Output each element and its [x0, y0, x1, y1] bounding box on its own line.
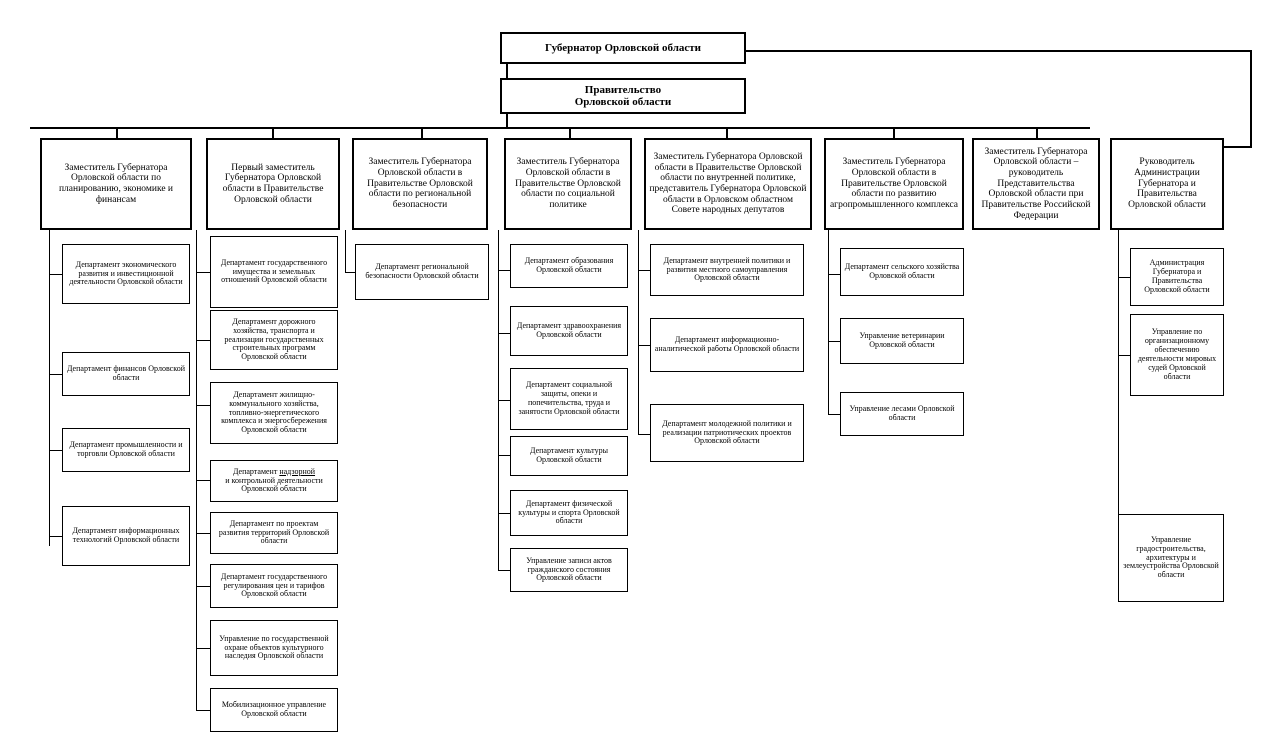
connector-col4-child3 [498, 400, 510, 401]
connector-col6-child2 [828, 341, 840, 342]
node-c6-veterinary[interactable] [840, 318, 964, 364]
connector-col1-child2 [49, 374, 62, 375]
node-c4-child1-label: Департамент образования Орловской области [524, 256, 614, 274]
connector-col8-child2 [1118, 355, 1130, 356]
connector-bus-col1 [116, 127, 118, 138]
node-deputy-5-label: Заместитель Губернатора Орловской области в Правительстве Орловской области по внутренней политике, представитель Губернатора Орловской области в Орловском областном Совете народных депутатов [649, 152, 807, 216]
connector-col2-child7 [196, 648, 210, 649]
connector-col2-child6 [196, 586, 210, 587]
node-c2-child5-label: Департамент по проектам развития территорий Орловской области [218, 518, 330, 546]
connector-deputies-bus [30, 127, 1090, 129]
node-government-label: Правительство Орловской области [574, 83, 672, 108]
node-c8-child1-label: Администрация Губернатора и Правительства Орловской области [1144, 258, 1210, 294]
node-c2-territory-projects[interactable] [210, 512, 338, 554]
connector-col4-child4 [498, 455, 510, 456]
node-c2-child7-label: Управление по государственной охране объектов культурного наследия Орловской области [219, 633, 329, 661]
node-c4-child3-label: Департамент социальной защиты, опеки и попечительства, труда и занятости Орловской области [518, 380, 620, 416]
node-c8-justices-support[interactable] [1130, 314, 1224, 396]
node-deputy-4-label: Заместитель Губернатора Орловской области в Правительстве Орловской области по социальной политике [515, 157, 621, 210]
connector-col4-child6 [498, 570, 510, 571]
connector-col2-child5 [196, 533, 210, 534]
node-c2-child1-label: Департамент государственного имущества и земельных отношений Орловской области [220, 257, 328, 285]
connector-col2-child4 [196, 480, 210, 481]
connector-col5-child1 [638, 270, 650, 271]
connector-col2-spine [196, 230, 197, 710]
connector-col4-child1 [498, 270, 510, 271]
node-c2-road-transport[interactable] [210, 310, 338, 370]
connector-bus-col6 [893, 127, 895, 138]
node-c5-child2-label: Департамент информационно-аналитической работы Орловской области [654, 335, 800, 353]
connector-col8-spine [1118, 230, 1119, 558]
connector-gov-right-bus [745, 50, 1252, 52]
connector-bus-left-cap [30, 127, 32, 129]
node-c4-education[interactable] [510, 244, 628, 288]
node-deputy-6-label: Заместитель Губернатора Орловской области в Правительстве Орловской области по развитию агропромышленного комплекса [829, 157, 959, 210]
connector-bus-col2 [272, 127, 274, 138]
node-c1-child1-label: Департамент экономического развития и инвестиционной деятельности Орловской области [69, 259, 183, 287]
node-deputy-planning-economy-finance[interactable] [40, 138, 192, 230]
connector-col2-child1 [196, 272, 210, 273]
node-c6-agriculture[interactable] [840, 248, 964, 296]
node-c8-child2-label: Управление по организационному обеспечению деятельности мировых судей Орловской области [1137, 327, 1217, 381]
node-deputy-3-label: Заместитель Губернатора Орловской области в Правительстве Орловской области по региональной безопасности [367, 157, 473, 210]
connector-col6-child3 [828, 414, 840, 415]
connector-col2-child3 [196, 405, 210, 406]
connector-col4-child5 [498, 513, 510, 514]
connector-bus-col3 [421, 127, 423, 138]
connector-col3-child1 [345, 272, 355, 273]
node-c1-finance[interactable] [62, 352, 190, 396]
node-first-deputy-governor[interactable] [206, 138, 340, 230]
node-c1-information-technology[interactable] [62, 506, 190, 566]
node-head-of-administration[interactable] [1110, 138, 1224, 230]
node-deputy-2-label: Первый заместитель Губернатора Орловской области в Правительстве Орловской области [222, 162, 324, 205]
node-c2-child8-label: Мобилизационное управление Орловской области [221, 700, 327, 718]
node-c6-child2-label: Управление ветеринарии Орловской области [859, 331, 945, 349]
node-c6-child3-label: Управление лесами Орловской области [849, 404, 955, 422]
node-c4-child5-label: Департамент физической культуры и спорта Орловской области [518, 498, 620, 526]
connector-col6-spine [828, 230, 829, 414]
node-c1-child4-label: Департамент информационных технологий Орловской области [72, 526, 180, 544]
node-deputy-1-label: Заместитель Губернатора Орловской области по планированию, экономике и финансам [58, 162, 174, 205]
node-c2-child2-label: Департамент дорожного хозяйства, транспорта и реализации государственных строительных программ Орловской области [224, 316, 324, 362]
node-deputy-representation-rf[interactable] [972, 138, 1100, 230]
node-c2-state-property[interactable] [210, 236, 338, 308]
node-deputy-8-label: Руководитель Администрации Губернатора и Правительства Орловской области [1128, 157, 1206, 210]
node-c2-child3-label: Департамент жилищно-коммунального хозяйства, топливно-энергетического комплекса и энергосбережения Орловской области [221, 389, 327, 435]
node-deputy-regional-security[interactable] [352, 138, 488, 230]
node-c2-supervision-control[interactable] [210, 460, 338, 502]
connector-col2-child8 [196, 710, 210, 711]
connector-col1-child3 [49, 450, 62, 451]
connector-col5-child3 [638, 434, 650, 435]
connector-right-bus-into-col8 [1223, 146, 1252, 148]
node-deputy-7-label: Заместитель Губернатора Орловской области – руководитель Представительства Орловской области при Правительстве Российской Федерации [981, 146, 1091, 221]
node-c4-child6-label: Управление записи актов гражданского состояния Орловской области [526, 555, 612, 583]
connector-col1-spine [49, 230, 50, 546]
node-governor[interactable] [500, 32, 746, 64]
node-c1-economic-development[interactable] [62, 244, 190, 304]
node-c1-industry-trade[interactable] [62, 428, 190, 472]
node-c4-social-protection[interactable] [510, 368, 628, 430]
node-c2-cultural-heritage[interactable] [210, 620, 338, 676]
node-c4-culture[interactable] [510, 436, 628, 476]
node-c3-child1-label: Департамент региональной безопасности Орловской области [365, 262, 479, 280]
node-c8-child3-label: Управление градостроительства, архитектуры и землеустройства Орловской области [1123, 534, 1219, 580]
node-deputy-social-policy[interactable] [504, 138, 632, 230]
node-c4-sport[interactable] [510, 490, 628, 536]
node-c4-child2-label: Департамент здравоохранения Орловской области [516, 321, 622, 339]
node-c8-urban-planning[interactable] [1118, 514, 1224, 602]
node-c5-child3-label: Департамент молодежной политики и реализации патриотических проектов Орловской области [662, 418, 792, 446]
node-c5-youth-policy[interactable] [650, 404, 804, 462]
node-c5-child1-label: Департамент внутренней политики и развития местного самоуправления Орловской области [663, 255, 791, 283]
connector-bus-col4 [569, 127, 571, 138]
connector-col8-child1 [1118, 277, 1130, 278]
node-deputy-agro-complex[interactable] [824, 138, 964, 230]
node-c6-child1-label: Департамент сельского хозяйства Орловской области [844, 262, 960, 280]
node-c4-child4-label: Департамент культуры Орловской области [530, 446, 608, 464]
connector-right-bus-down [1250, 50, 1252, 146]
connector-bus-col5 [726, 127, 728, 138]
node-deputy-internal-policy[interactable] [644, 138, 812, 230]
connector-government-down [506, 114, 508, 128]
connector-col5-child2 [638, 345, 650, 346]
connector-col1-child1 [49, 274, 62, 275]
connector-col6-child1 [828, 274, 840, 275]
node-c4-civil-registry[interactable] [510, 548, 628, 592]
connector-col1-child4 [49, 536, 62, 537]
node-government[interactable] [500, 78, 746, 114]
node-c2-price-tariff-regulation[interactable] [210, 564, 338, 608]
connector-bus-col7 [1036, 127, 1038, 138]
node-c5-internal-policy[interactable] [650, 244, 804, 296]
node-c6-forestry[interactable] [840, 392, 964, 436]
node-c2-child4-label: Департамент надзорной и контрольной деятельности Орловской области [225, 466, 323, 494]
connector-col3-spine [345, 230, 346, 272]
node-c2-child6-label: Департамент государственного регулирования цен и тарифов Орловской области [220, 571, 328, 599]
node-c4-health[interactable] [510, 306, 628, 356]
connector-col5-spine [638, 230, 639, 434]
node-c5-information-analytics[interactable] [650, 318, 804, 372]
node-c1-child2-label: Департамент финансов Орловской области [67, 364, 185, 382]
connector-col4-child2 [498, 333, 510, 334]
node-c8-administration[interactable] [1130, 248, 1224, 306]
node-c3-regional-security[interactable] [355, 244, 489, 300]
node-c2-housing-utilities[interactable] [210, 382, 338, 444]
node-c2-mobilization[interactable] [210, 688, 338, 732]
node-c1-child3-label: Департамент промышленности и торговли Орловской области [69, 440, 183, 458]
connector-col2-child2 [196, 340, 210, 341]
node-governor-label: Губернатор Орловской области [544, 41, 702, 54]
